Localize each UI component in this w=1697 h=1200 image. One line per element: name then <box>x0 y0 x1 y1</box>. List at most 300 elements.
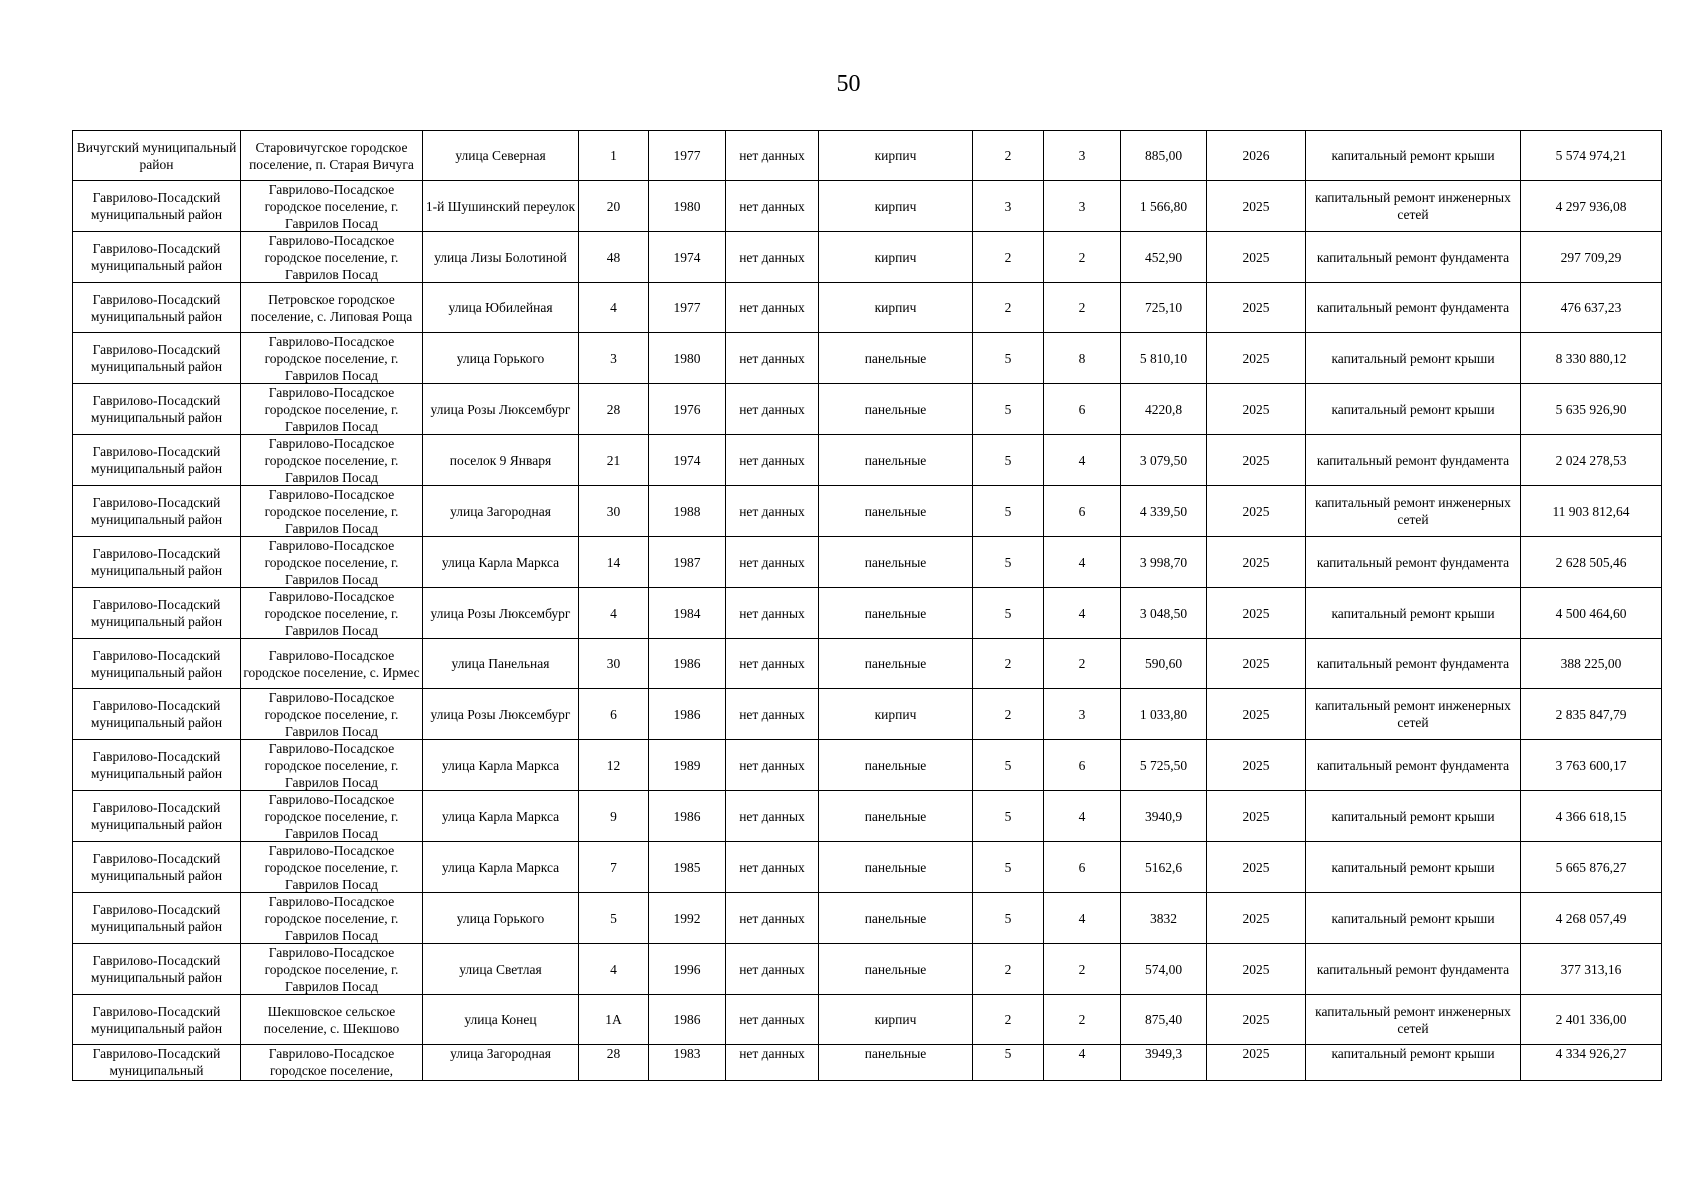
cell-wall-material-note <box>726 588 819 639</box>
cell-repair-year <box>1207 791 1306 842</box>
cell-wall-material-note <box>726 791 819 842</box>
cell-text: 2 <box>1078 249 1086 265</box>
cell-year-built <box>649 131 726 181</box>
cell-text: 4220,8 <box>1144 401 1183 417</box>
cell-text: Гаврилово-Посадское городское поселение, г. Гаврилов Посад <box>264 792 399 841</box>
cell-cost <box>1521 232 1662 283</box>
cell-text: 5 <box>1004 554 1012 570</box>
cell-text: нет данных <box>739 961 805 977</box>
cell-text: 2025 <box>1242 859 1270 875</box>
cell-year-built <box>649 181 726 232</box>
cell-house-number <box>579 944 649 995</box>
cell-text: 5 <box>1004 401 1012 417</box>
cell-text: капитальный ремонт крыши <box>1331 910 1495 926</box>
cell-wall-material <box>819 333 973 384</box>
cell-entrances <box>1044 842 1121 893</box>
cell-floors <box>973 740 1044 791</box>
cell-area <box>1121 842 1207 893</box>
cell-wall-material <box>819 232 973 283</box>
cell-street <box>423 131 579 181</box>
cell-text: нет данных <box>739 350 805 366</box>
cell-text: улица Светлая <box>459 961 542 977</box>
cell-repair-type <box>1306 232 1521 283</box>
cell-entrances <box>1044 384 1121 435</box>
cell-entrances <box>1044 944 1121 995</box>
cell-house-number <box>579 435 649 486</box>
cell-text: 28 <box>606 401 621 417</box>
cell-repair-type <box>1306 995 1521 1045</box>
cell-area <box>1121 435 1207 486</box>
cell-floors <box>973 1045 1044 1081</box>
cell-text: улица Загородная <box>450 1046 551 1061</box>
cell-text: панельные <box>864 808 927 824</box>
cell-text: капитальный ремонт инженерных сетей <box>1315 698 1511 730</box>
cell-text: 1-й Шушинский переулок <box>425 198 576 214</box>
cell-house-number <box>579 486 649 537</box>
cell-text: капитальный ремонт крыши <box>1331 859 1495 875</box>
cell-text: панельные <box>864 859 927 875</box>
cell-repair-type <box>1306 384 1521 435</box>
cell-text: улица Горького <box>456 350 545 366</box>
cell-municipal-district <box>73 232 241 283</box>
cell-repair-type <box>1306 131 1521 181</box>
cell-street <box>423 995 579 1045</box>
cell-text: 5 <box>1004 910 1012 926</box>
cell-wall-material-note <box>726 639 819 689</box>
cell-floors <box>973 893 1044 944</box>
cell-year-built <box>649 995 726 1045</box>
cell-area <box>1121 537 1207 588</box>
cell-text: 1 033,80 <box>1139 706 1188 722</box>
cell-text: панельные <box>864 656 927 671</box>
cell-wall-material <box>819 181 973 232</box>
cell-text: 3 <box>1078 706 1086 722</box>
cell-text: Гаврилово-Посадское городское поселение, <box>268 1046 395 1078</box>
cell-year-built <box>649 486 726 537</box>
cell-text: Гаврилово-Посадское городское поселение, г. Гаврилов Посад <box>264 741 399 790</box>
table-row <box>73 486 1662 537</box>
cell-wall-material-note <box>726 995 819 1045</box>
cell-text: кирпич <box>874 300 917 315</box>
cell-house-number <box>579 181 649 232</box>
cell-text: улица Загородная <box>450 503 551 519</box>
cell-text: 8 <box>1078 350 1086 366</box>
cell-text: Гаврилово-Посадское городское поселение, г. Гаврилов Посад <box>264 945 399 994</box>
cell-text: 2 <box>1078 1012 1086 1027</box>
cell-text: 590,60 <box>1144 656 1183 671</box>
cell-house-number <box>579 639 649 689</box>
cell-settlement <box>241 639 423 689</box>
cell-area <box>1121 588 1207 639</box>
cell-text: 3 763 600,17 <box>1555 757 1627 773</box>
cell-street <box>423 740 579 791</box>
cell-text: 3 048,50 <box>1139 605 1188 621</box>
cell-cost <box>1521 435 1662 486</box>
cell-text: 5 <box>1004 605 1012 621</box>
cell-text: капитальный ремонт крыши <box>1331 1046 1495 1061</box>
cell-settlement <box>241 588 423 639</box>
cell-cost <box>1521 740 1662 791</box>
cell-municipal-district <box>73 944 241 995</box>
cell-entrances <box>1044 893 1121 944</box>
cell-text: улица Розы Люксембург <box>430 605 571 621</box>
cell-floors <box>973 283 1044 333</box>
cell-area <box>1121 944 1207 995</box>
cell-text: капитальный ремонт фундамента <box>1316 656 1510 671</box>
cell-text: 2 <box>1004 706 1012 722</box>
cell-text: 1974 <box>673 452 701 468</box>
cell-year-built <box>649 537 726 588</box>
cell-text: Гаврилово-Посадский муниципальный район <box>90 597 223 629</box>
cell-house-number <box>579 384 649 435</box>
cell-text: 2025 <box>1242 757 1270 773</box>
cell-municipal-district <box>73 639 241 689</box>
cell-street <box>423 842 579 893</box>
cell-text: Гаврилово-Посадское городское поселение, г. Гаврилов Посад <box>264 538 399 587</box>
cell-text: 1983 <box>673 1046 701 1061</box>
cell-wall-material-note <box>726 537 819 588</box>
cell-area <box>1121 995 1207 1045</box>
table-row <box>73 333 1662 384</box>
cell-settlement <box>241 893 423 944</box>
cell-entrances <box>1044 232 1121 283</box>
cell-text: капитальный ремонт крыши <box>1331 350 1495 366</box>
cell-settlement <box>241 1045 423 1081</box>
cell-text: Гаврилово-Посадское городское поселение, г. Гаврилов Посад <box>264 334 399 383</box>
cell-text: 3 <box>1078 148 1086 163</box>
cell-floors <box>973 232 1044 283</box>
cell-municipal-district <box>73 131 241 181</box>
cell-repair-year <box>1207 181 1306 232</box>
cell-street <box>423 537 579 588</box>
cell-area <box>1121 740 1207 791</box>
cell-municipal-district <box>73 689 241 740</box>
cell-text: Гаврилово-Посадское городское поселение, с. Ирмес <box>243 647 420 680</box>
cell-municipal-district <box>73 893 241 944</box>
cell-text: панельные <box>864 452 927 468</box>
cell-year-built <box>649 689 726 740</box>
cell-wall-material-note <box>726 944 819 995</box>
cell-repair-type <box>1306 791 1521 842</box>
cell-text: 6 <box>1078 503 1086 519</box>
cell-wall-material <box>819 384 973 435</box>
table-row <box>73 435 1662 486</box>
cell-text: 1 566,80 <box>1139 198 1188 214</box>
cell-area <box>1121 181 1207 232</box>
cell-text: панельные <box>864 757 927 773</box>
cell-text: капитальный ремонт инженерных сетей <box>1315 495 1511 527</box>
cell-text: 3 <box>1004 198 1012 214</box>
cell-floors <box>973 639 1044 689</box>
cell-text: кирпич <box>874 249 917 265</box>
cell-wall-material-note <box>726 689 819 740</box>
cell-text: нет данных <box>739 452 805 468</box>
cell-text: 12 <box>606 757 621 773</box>
cell-wall-material-note <box>726 893 819 944</box>
cell-text: Гаврилово-Посадский муниципальный район <box>90 851 223 883</box>
cell-text: Гаврилово-Посадский муниципальный район <box>90 698 223 730</box>
cell-text: капитальный ремонт фундамента <box>1316 961 1510 977</box>
cell-text: панельные <box>864 350 927 366</box>
cell-wall-material <box>819 639 973 689</box>
cell-year-built <box>649 333 726 384</box>
cell-text: панельные <box>864 910 927 926</box>
cell-wall-material-note <box>726 232 819 283</box>
cell-repair-year <box>1207 639 1306 689</box>
cell-wall-material <box>819 944 973 995</box>
cell-area <box>1121 333 1207 384</box>
cell-house-number <box>579 995 649 1045</box>
cell-text: 3 <box>1078 198 1086 214</box>
cell-text: 30 <box>606 656 621 671</box>
cell-wall-material <box>819 588 973 639</box>
cell-settlement <box>241 486 423 537</box>
cell-floors <box>973 486 1044 537</box>
cell-settlement <box>241 791 423 842</box>
cell-text: 4 <box>1078 1046 1086 1061</box>
table-row <box>73 893 1662 944</box>
cell-street <box>423 689 579 740</box>
cell-text: нет данных <box>739 808 805 824</box>
cell-text: 1996 <box>673 961 701 977</box>
cell-text: 11 903 812,64 <box>1552 503 1630 519</box>
cell-text: 2 <box>1004 148 1012 163</box>
cell-area <box>1121 1045 1207 1081</box>
cell-house-number <box>579 131 649 181</box>
cell-repair-type <box>1306 588 1521 639</box>
cell-text: 7 <box>610 859 617 875</box>
cell-text: Старовичугское городское поселение, п. Старая Вичуга <box>249 139 414 172</box>
cell-text: панельные <box>864 503 927 519</box>
cell-text: панельные <box>864 554 927 570</box>
cell-text: 2025 <box>1242 656 1270 671</box>
cell-settlement <box>241 333 423 384</box>
cell-text: 2025 <box>1242 808 1270 824</box>
cell-text: Гаврилово-Посадское городское поселение, г. Гаврилов Посад <box>264 385 399 434</box>
cell-house-number <box>579 740 649 791</box>
cell-settlement <box>241 995 423 1045</box>
cell-text: панельные <box>864 961 927 977</box>
cell-text: 5 <box>1004 757 1012 773</box>
cell-text: улица Карла Маркса <box>441 757 560 773</box>
cell-floors <box>973 435 1044 486</box>
cell-floors <box>973 791 1044 842</box>
cell-repair-year <box>1207 333 1306 384</box>
cell-text: 2025 <box>1242 605 1270 621</box>
cell-municipal-district <box>73 283 241 333</box>
cell-street <box>423 893 579 944</box>
cell-year-built <box>649 384 726 435</box>
cell-entrances <box>1044 639 1121 689</box>
cell-text: Гаврилово-Посадское городское поселение, г. Гаврилов Посад <box>264 843 399 892</box>
cell-text: улица Розы Люксембург <box>430 401 571 417</box>
cell-repair-year <box>1207 131 1306 181</box>
cell-cost <box>1521 995 1662 1045</box>
cell-repair-type <box>1306 333 1521 384</box>
cell-repair-year <box>1207 283 1306 333</box>
cell-wall-material <box>819 283 973 333</box>
cell-text: улица Северная <box>455 148 546 163</box>
cell-floors <box>973 944 1044 995</box>
table-row <box>73 842 1662 893</box>
cell-repair-type <box>1306 1045 1521 1081</box>
cell-settlement <box>241 689 423 740</box>
cell-text: 6 <box>1078 859 1086 875</box>
cell-repair-type <box>1306 435 1521 486</box>
cell-floors <box>973 689 1044 740</box>
cell-text: 2 <box>1004 249 1012 265</box>
cell-repair-type <box>1306 283 1521 333</box>
cell-text: Гаврилово-Посадский муниципальный район <box>90 902 223 934</box>
cell-text: 5 <box>1004 350 1012 366</box>
cell-text: поселок 9 Января <box>449 452 552 468</box>
table-row <box>73 944 1662 995</box>
cell-text: 2025 <box>1242 401 1270 417</box>
cell-floors <box>973 842 1044 893</box>
cell-wall-material <box>819 740 973 791</box>
cell-text: 3940,9 <box>1144 808 1183 824</box>
cell-text: Гаврилово-Посадское городское поселение, г. Гаврилов Посад <box>264 233 399 282</box>
cell-text: 4 <box>1078 605 1086 621</box>
cell-municipal-district <box>73 486 241 537</box>
cell-repair-type <box>1306 740 1521 791</box>
cell-text: капитальный ремонт крыши <box>1331 148 1495 163</box>
cell-text: капитальный ремонт крыши <box>1331 808 1495 824</box>
cell-text: 2 401 336,00 <box>1555 1012 1627 1027</box>
cell-settlement <box>241 944 423 995</box>
cell-text: 5 725,50 <box>1139 757 1188 773</box>
cell-text: 2 835 847,79 <box>1555 706 1627 722</box>
cell-cost <box>1521 689 1662 740</box>
cell-entrances <box>1044 995 1121 1045</box>
cell-text: улица Розы Люксембург <box>430 706 571 722</box>
cell-text: 452,90 <box>1144 249 1183 265</box>
table-row <box>73 537 1662 588</box>
cell-street <box>423 639 579 689</box>
cell-text: 476 637,23 <box>1560 300 1622 315</box>
cell-wall-material-note <box>726 842 819 893</box>
cell-text: 48 <box>606 249 621 265</box>
cell-text: 5 574 974,21 <box>1555 148 1627 163</box>
cell-house-number <box>579 689 649 740</box>
cell-cost <box>1521 384 1662 435</box>
cell-year-built <box>649 283 726 333</box>
cell-year-built <box>649 639 726 689</box>
cell-text: нет данных <box>739 605 805 621</box>
cell-municipal-district <box>73 181 241 232</box>
cell-text: нет данных <box>739 859 805 875</box>
cell-area <box>1121 639 1207 689</box>
cell-text: улица Конец <box>464 1012 537 1027</box>
table-row <box>73 689 1662 740</box>
cell-text: 1986 <box>673 808 701 824</box>
cell-year-built <box>649 435 726 486</box>
cell-repair-year <box>1207 944 1306 995</box>
cell-text: 2 <box>1078 300 1086 315</box>
cell-text: 4 334 926,27 <box>1555 1046 1627 1061</box>
cell-repair-type <box>1306 689 1521 740</box>
cell-text: улица Лизы Болотиной <box>434 249 567 265</box>
cell-text: 6 <box>1078 401 1086 417</box>
cell-street <box>423 1045 579 1081</box>
table-row <box>73 1045 1662 1081</box>
cell-text: улица Карла Маркса <box>441 554 560 570</box>
cell-text: 725,10 <box>1144 300 1183 315</box>
cell-text: 2 <box>1004 961 1012 977</box>
cell-house-number <box>579 232 649 283</box>
cell-text: Гаврилово-Посадский муниципальный район <box>90 190 223 222</box>
cell-text: 3832 <box>1150 910 1177 926</box>
cell-cost <box>1521 588 1662 639</box>
cell-text: 2025 <box>1242 452 1270 468</box>
cell-cost <box>1521 791 1662 842</box>
cell-text: улица Карла Маркса <box>441 808 560 824</box>
cell-wall-material <box>819 486 973 537</box>
cell-text: нет данных <box>739 1046 805 1061</box>
cell-text: панельные <box>864 605 927 621</box>
cell-cost <box>1521 639 1662 689</box>
cell-settlement <box>241 537 423 588</box>
cell-area <box>1121 283 1207 333</box>
cell-municipal-district <box>73 740 241 791</box>
cell-text: 1976 <box>673 401 701 417</box>
cell-cost <box>1521 1045 1662 1081</box>
cell-text: 5 810,10 <box>1139 350 1188 366</box>
cell-text: 28 <box>606 1046 621 1061</box>
cell-text: Гаврилово-Посадское городское поселение, г. Гаврилов Посад <box>264 436 399 485</box>
cell-floors <box>973 131 1044 181</box>
cell-entrances <box>1044 435 1121 486</box>
cell-text: улица Юбилейная <box>448 300 553 315</box>
cell-text: Гаврилово-Посадский муниципальный район <box>90 444 223 476</box>
cell-text: капитальный ремонт фундамента <box>1316 452 1510 468</box>
cell-area <box>1121 689 1207 740</box>
cell-text: 4 <box>610 961 617 977</box>
cell-street <box>423 181 579 232</box>
cell-text: 1986 <box>673 1012 701 1027</box>
cell-text: 1980 <box>673 350 701 366</box>
cell-text: капитальный ремонт фундамента <box>1316 757 1510 773</box>
cell-street <box>423 333 579 384</box>
cell-text: 1986 <box>673 706 701 722</box>
cell-text: кирпич <box>874 706 917 722</box>
cell-settlement <box>241 842 423 893</box>
cell-repair-year <box>1207 232 1306 283</box>
cell-text: нет данных <box>739 706 805 722</box>
cell-text: нет данных <box>739 656 805 671</box>
cell-floors <box>973 537 1044 588</box>
cell-cost <box>1521 131 1662 181</box>
cell-year-built <box>649 791 726 842</box>
cell-text: нет данных <box>739 757 805 773</box>
cell-text: 5 <box>1004 1046 1012 1061</box>
cell-text: капитальный ремонт крыши <box>1331 605 1495 621</box>
table-row <box>73 384 1662 435</box>
cell-text: Гаврилово-Посадское городское поселение, г. Гаврилов Посад <box>264 487 399 536</box>
cell-cost <box>1521 333 1662 384</box>
cell-floors <box>973 588 1044 639</box>
cell-text: кирпич <box>874 1012 917 1027</box>
cell-cost <box>1521 944 1662 995</box>
cell-repair-year <box>1207 893 1306 944</box>
cell-text: 2025 <box>1242 910 1270 926</box>
cell-house-number <box>579 588 649 639</box>
cell-text: 30 <box>606 503 621 519</box>
cell-text: Гаврилово-Посадский муниципальный район <box>90 1003 223 1036</box>
cell-text: 21 <box>606 452 621 468</box>
cell-wall-material <box>819 995 973 1045</box>
cell-settlement <box>241 283 423 333</box>
